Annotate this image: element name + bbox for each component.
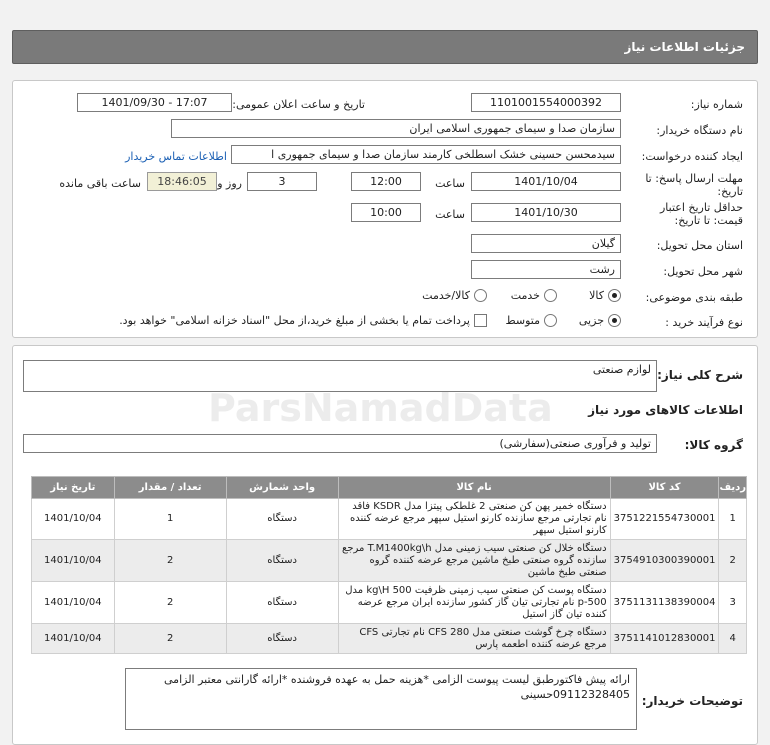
category-option-goods-service[interactable]: کالا/خدمت: [422, 289, 487, 302]
creator-field[interactable]: سیدمحسن حسینی خشک اسطلخی کارمند سازمان صدا و سیمای جمهوری ا: [231, 145, 621, 164]
remaining-time-field: 18:46:05: [147, 172, 217, 191]
province-label: استان محل تحویل:: [656, 239, 743, 252]
goods-group-label: گروه کالا:: [684, 438, 743, 452]
radio-icon[interactable]: [474, 289, 487, 302]
treasury-option[interactable]: پرداخت تمام یا بخشی از مبلغ خرید،از محل "اسناد خزانه اسلامی" خواهد بود.: [119, 314, 487, 327]
need-number-field[interactable]: 1101001554000392: [471, 93, 621, 112]
cell-date: 1401/10/04: [32, 540, 115, 582]
radio-selected-icon[interactable]: [608, 289, 621, 302]
summary-label: شرح کلی نیاز:: [657, 368, 743, 382]
announce-date-label: تاریخ و ساعت اعلان عمومی:: [232, 98, 365, 111]
cell-unit: دستگاه: [226, 540, 338, 582]
cell-date: 1401/10/04: [32, 624, 115, 654]
cell-row: 1: [719, 499, 747, 540]
deadline-date-label: تاریخ:: [717, 185, 743, 198]
days-label: روز و: [217, 177, 242, 190]
buyer-contact-link[interactable]: اطلاعات تماس خریدار: [125, 150, 227, 163]
validity-label: حداقل تاریخ اعتبار: [659, 201, 743, 214]
cell-unit: دستگاه: [226, 499, 338, 540]
radio-selected-icon[interactable]: [608, 314, 621, 327]
cell-code: 3751221554730001: [610, 499, 719, 540]
cell-qty: 2: [114, 540, 226, 582]
cell-code: 3754910300390001: [610, 540, 719, 582]
col-header-qty: تعداد / مقدار: [114, 477, 226, 499]
cell-code: 3751131138390004: [610, 582, 719, 624]
col-header-unit: واحد شمارش: [226, 477, 338, 499]
cell-qty: 2: [114, 624, 226, 654]
buyer-notes-label: توضیحات خریدار:: [641, 694, 743, 708]
goods-group-field[interactable]: تولید و فرآوری صنعتی(سفارشی): [23, 434, 657, 453]
cell-code: 3751141012830001: [610, 624, 719, 654]
table-row[interactable]: [32, 582, 747, 624]
process-label: نوع فرآیند خرید :: [665, 316, 743, 329]
col-header-code: کد کالا: [610, 477, 719, 499]
page-title: جزئیات اطلاعات نیاز: [624, 40, 745, 54]
validity-date-field[interactable]: 1401/10/30: [471, 203, 621, 222]
buyer-notes-field[interactable]: ارائه پیش فاکتورطبق لیست پیوست الزامی *هزینه حمل به عهده فروشنده *ارائه گارانتی معتبر الزامی 09112328405حسینی: [125, 668, 637, 730]
radio-icon[interactable]: [544, 289, 557, 302]
goods-table: [31, 476, 747, 654]
days-field[interactable]: 3: [247, 172, 317, 191]
col-header-row: ردیف: [719, 477, 747, 499]
deadline-date-field[interactable]: 1401/10/04: [471, 172, 621, 191]
cell-date: 1401/10/04: [32, 499, 115, 540]
need-number-label: شماره نیاز:: [690, 98, 743, 111]
cell-unit: دستگاه: [226, 624, 338, 654]
col-header-date: تاریخ نیاز: [32, 477, 115, 499]
cell-name: دستگاه پوست کن صنعتی سیب زمینی ظرفیت 500 kg\H مدل p-500 نام تجارتی تیان گاز کشور سازنده ایران مرجع عرضه کننده تیان گاز استیل: [338, 582, 610, 624]
validity-hour-label: ساعت: [435, 208, 465, 221]
goods-panel: [12, 345, 758, 745]
category-option-goods[interactable]: کالا: [589, 289, 621, 302]
process-option-medium[interactable]: متوسط: [505, 314, 557, 327]
announce-date-field[interactable]: 1401/09/30 - 17:07: [77, 93, 232, 112]
validity-hour-field[interactable]: 10:00: [351, 203, 421, 222]
process-option-minor[interactable]: جزیی: [579, 314, 621, 327]
cell-row: 2: [719, 540, 747, 582]
cell-qty: 2: [114, 582, 226, 624]
cell-row: 4: [719, 624, 747, 654]
cell-qty: 1: [114, 499, 226, 540]
summary-field[interactable]: لوازم صنعتی: [23, 360, 657, 392]
deadline-hour-label: ساعت: [435, 177, 465, 190]
page-header: [12, 30, 758, 64]
cell-name: دستگاه چرخ گوشت صنعتی مدل CFS 280 نام تجارتی CFS مرجع عرضه کننده اطعمه پارس: [338, 624, 610, 654]
cell-unit: دستگاه: [226, 582, 338, 624]
table-header-row: [32, 477, 747, 499]
need-info-panel: [12, 80, 758, 338]
buyer-label: نام دستگاه خریدار:: [656, 124, 743, 137]
buyer-field[interactable]: سازمان صدا و سیمای جمهوری اسلامی ایران: [171, 119, 621, 138]
city-field[interactable]: رشت: [471, 260, 621, 279]
table-row[interactable]: [32, 624, 747, 654]
cell-date: 1401/10/04: [32, 582, 115, 624]
table-row[interactable]: [32, 499, 747, 540]
table-row[interactable]: [32, 540, 747, 582]
col-header-name: نام کالا: [338, 477, 610, 499]
city-label: شهر محل تحویل:: [663, 265, 743, 278]
cell-name: دستگاه خلال کن صنعتی سیب زمینی مدل T.M1400kg\h مرجع سازنده گروه صنعتی طبخ ماشین مرجع عرضه کننده گروه صنعتی طبخ ماشین: [338, 540, 610, 582]
cell-name: دستگاه خمیر پهن کن صنعتی 2 غلطکی پیتزا مدل KSDR فاقد نام تجارتی مرجع سازنده کارنو استیل سپهر مرجع عرضه کننده کارنو استیل سپهر: [338, 499, 610, 540]
goods-info-title: اطلاعات کالاهای مورد نیاز: [588, 403, 743, 417]
remaining-time-label: ساعت باقی مانده: [59, 177, 141, 190]
watermark-brand: ParsNamadData: [208, 386, 553, 430]
radio-icon[interactable]: [544, 314, 557, 327]
cell-row: 3: [719, 582, 747, 624]
validity-date-label: قیمت: تا تاریخ:: [674, 214, 743, 227]
checkbox-icon[interactable]: [474, 314, 487, 327]
province-field[interactable]: گیلان: [471, 234, 621, 253]
deadline-hour-field[interactable]: 12:00: [351, 172, 421, 191]
category-option-service[interactable]: خدمت: [511, 289, 557, 302]
category-label: طبقه بندی موضوعی:: [645, 291, 743, 304]
creator-label: ایجاد کننده درخواست:: [641, 150, 743, 163]
deadline-label: مهلت ارسال پاسخ: تا: [645, 172, 743, 185]
